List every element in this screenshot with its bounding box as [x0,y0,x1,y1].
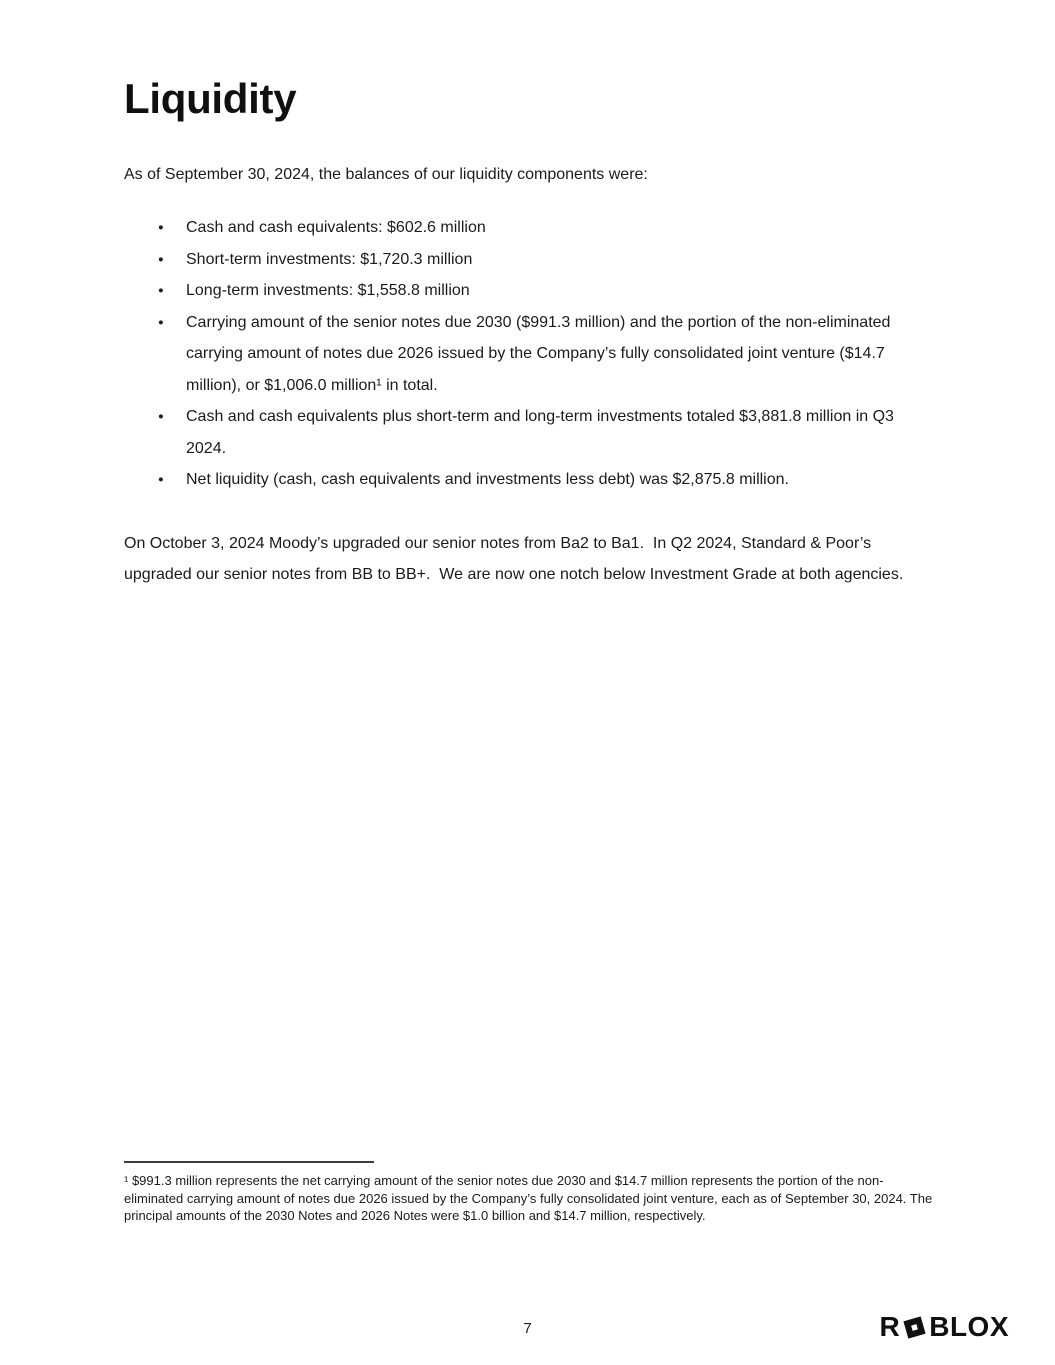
roblox-logo-text-right: BLOX [929,1311,1009,1342]
ratings-paragraph: On October 3, 2024 Moody’s upgraded our senior notes from Ba2 to Ba1. In Q2 2024, Standard & Poor’s upgraded our senior notes from BB to BB+. We are now one notch below Investment Grade at both agencies. [124,534,904,583]
footnote-text: ¹ $991.3 million represents the net carrying amount of the senior notes due 2030 and $14.7 million represents the portion of the non-eliminated carrying amount of notes due 2026 issued by the Company’s fully consolidated joint venture, each as of September 30, 2024. The principal amounts of the 2030 Notes and 2026 Notes were $1.0 billion and $14.7 million, respectively. [124,1173,933,1223]
roblox-logo-text-left: R [879,1311,901,1342]
list-item: ● Carrying amount of the senior notes due 2030 ($991.3 million) and the portion of the non-eliminated carrying amount of notes due 2026 issued by the Company’s fully consolidated joint venture ($14.7 million), or $1,006.0 million¹ in total. [186,307,936,402]
intro-paragraph: As of September 30, 2024, the balances of our liquidity components were: [124,166,648,183]
list-item: ● Short-term investments: $1,720.3 million [186,244,936,276]
roblox-logo [879,1313,1009,1341]
page-number: 7 [523,1320,532,1337]
list-item: ● Cash and cash equivalents plus short-term and long-term investments totaled $3,881.8 million in Q3 2024. [186,401,936,464]
footnote-divider [124,1161,374,1163]
page-content [124,0,936,591]
list-item: ● Cash and cash equivalents: $602.6 million [186,212,936,244]
list-item: ● Net liquidity (cash, cash equivalents and investments less debt) was $2,875.8 million. [186,464,936,496]
page-title: Liquidity [124,75,297,122]
liquidity-bullet-list [124,212,936,496]
footnote-block [124,1161,936,1225]
list-item: ● Long-term investments: $1,558.8 million [186,275,936,307]
roblox-logomark-icon [902,1315,927,1340]
